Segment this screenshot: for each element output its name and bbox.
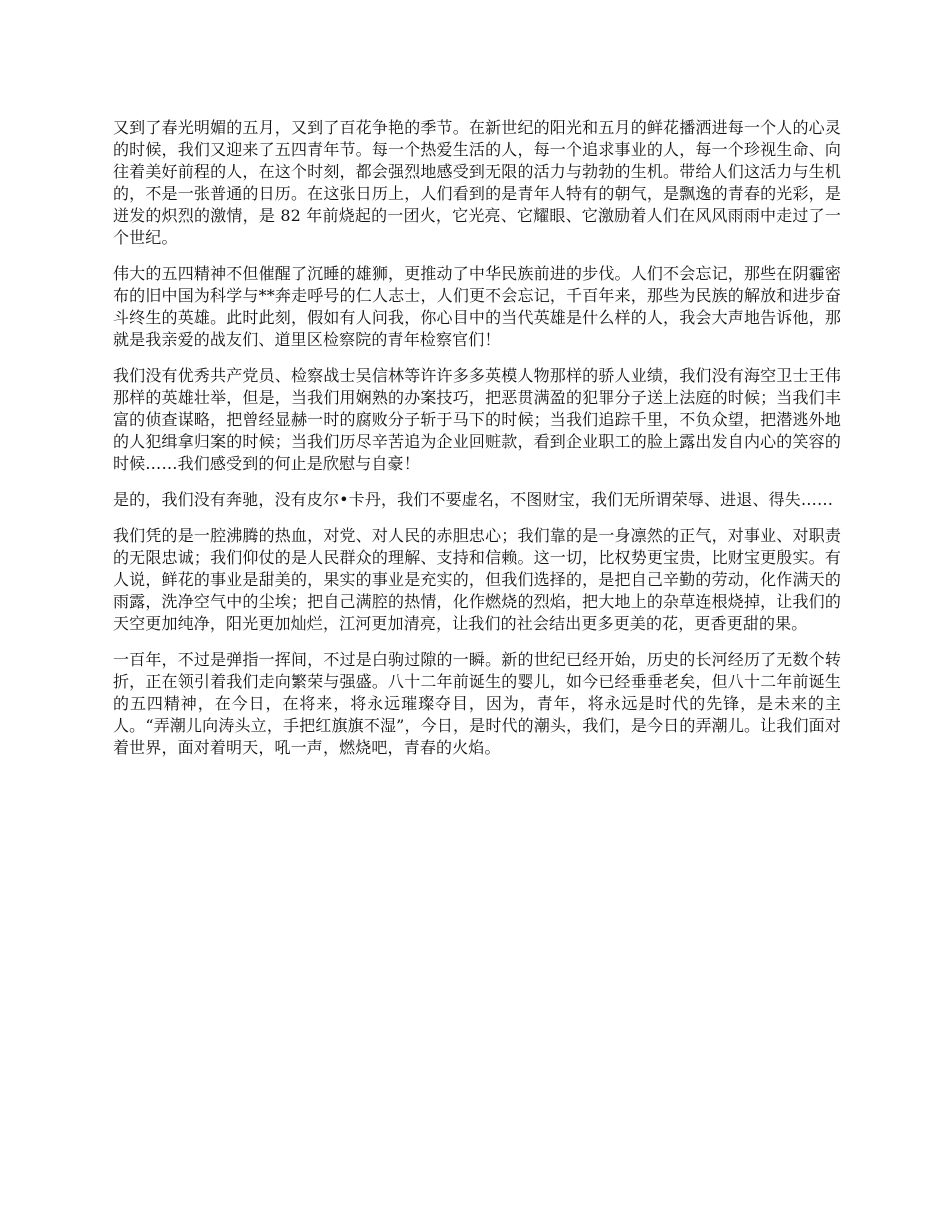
paragraph-5: 我们凭的是一腔沸腾的热血，对党、对人民的赤胆忠心；我们靠的是一身凛然的正气，对事业、对职责的无限忠诚；我们仰仗的是人民群众的理解、支持和信赖。这一切，比权势更宝贵，比财宝更殷实。有人说，鲜花的事业是甜美的，果实的事业是充实的，但我们选择的，是把自己辛勤的劳动，化作满天的雨露，洗净空气中的尘埃；把自己满腔的热情，化作燃烧的烈焰，把大地上的杂草连根烧掉，让我们的天空更加纯净，阳光更加灿烂，江河更加清亮，让我们的社会结出更多更美的花，更香更甜的果。: [113, 526, 841, 633]
paragraph-3: 我们没有优秀共产党员、检察战士吴信林等许许多多英模人物那样的骄人业绩，我们没有海空卫士王伟那样的英雄壮举，但是，当我们用娴熟的办案技巧，把恶贯满盈的犯罪分子送上法庭的时候；当我们丰富的侦查谋略，把曾经显赫一时的腐败分子斩于马下的时候；当我们追踪千里，不负众望，把潜逃外地的人犯缉拿归案的时候；当我们历尽辛苦追为企业回赃款，看到企业职工的脸上露出发自内心的笑容的时候……我们感受到的何止是欣慰与自豪！: [113, 366, 841, 473]
document-body: [113, 117, 841, 773]
paragraph-6: 一百年，不过是弹指一挥间，不过是白驹过隙的一瞬。新的世纪已经开始，历史的长河经历了无数个转折，正在领引着我们走向繁荣与强盛。八十二年前诞生的婴儿，如今已经垂垂老矣，但八十二年前诞生的五四精神，在今日，在将来，将永远璀璨夺目，因为，青年，将永远是时代的先锋，是未来的主人。“弄潮儿向涛头立，手把红旗旗不湿”，今日，是时代的潮头，我们，是今日的弄潮儿。让我们面对着世界，面对着明天，吼一声，燃烧吧，青春的火焰。: [113, 650, 841, 757]
paragraph-2: 伟大的五四精神不但催醒了沉睡的雄狮，更推动了中华民族前进的步伐。人们不会忘记，那些在阴霾密布的旧中国为科学与**奔走呼号的仁人志士，人们更不会忘记，千百年来，那些为民族的解放和进步奋斗终生的英雄。此时此刻，假如有人问我，你心目中的当代英雄是什么样的人，我会大声地告诉他，那就是我亲爱的战友们、道里区检察院的青年检察官们！: [113, 264, 841, 349]
paragraph-1: 又到了春光明媚的五月，又到了百花争艳的季节。在新世纪的阳光和五月的鲜花播洒进每一个人的心灵的时候，我们又迎来了五四青年节。每一个热爱生活的人，每一个追求事业的人，每一个珍视生命、向往着美好前程的人，在这个时刻，都会强烈地感受到无限的活力与勃勃的生机。带给人们这活力与生机的，不是一张普通的日历。在这张日历上，人们看到的是青年人特有的朝气，是飘逸的青春的光彩，是迸发的炽烈的激情，是 82 年前烧起的一团火，它光亮、它耀眼、它激励着人们在风风雨雨中走过了一个世纪。: [113, 118, 841, 247]
paragraph-4: 是的，我们没有奔驰，没有皮尔•卡丹，我们不要虚名，不图财宝，我们无所谓荣辱、进退、得失……: [113, 490, 834, 509]
